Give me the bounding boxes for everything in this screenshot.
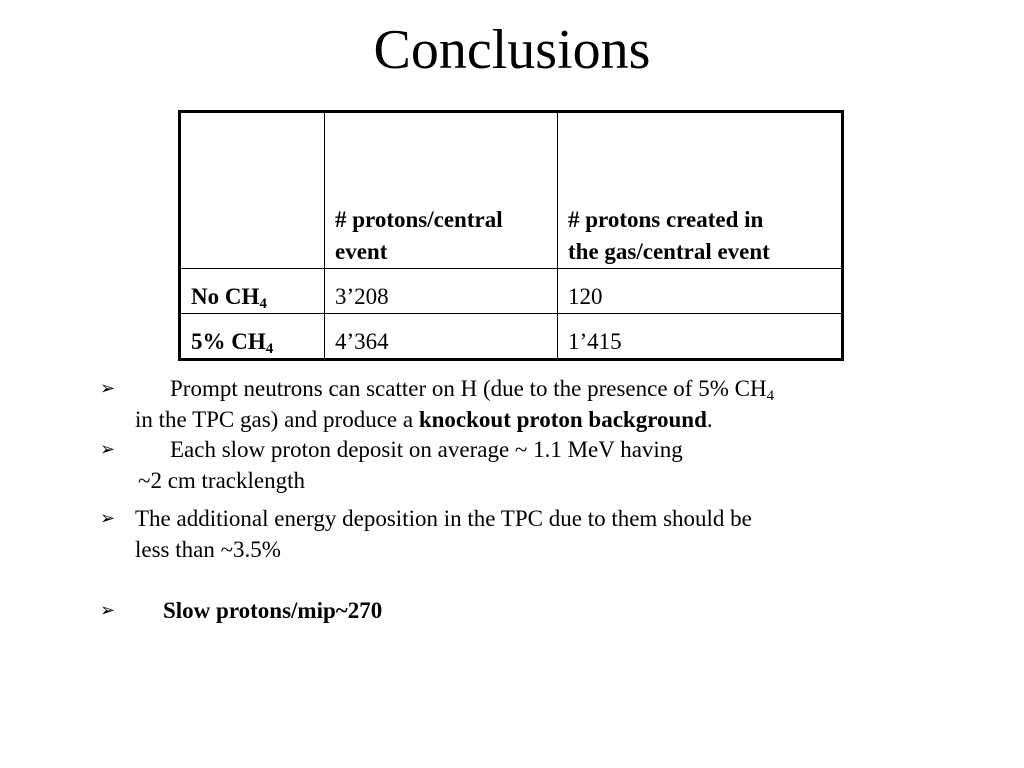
bullet-subscript: 4 xyxy=(766,388,775,404)
row-label-text: 5% CH xyxy=(191,329,266,354)
bullet-bold-text: knockout proton background xyxy=(418,407,707,432)
bullet-bold-text: Slow protons/mip~270 xyxy=(163,598,383,623)
bullet-text-line xyxy=(170,373,774,404)
results-table xyxy=(178,110,844,361)
bullet-text-line: less than ~3.5% xyxy=(135,537,281,562)
row-label-text: No CH xyxy=(191,284,260,309)
header-protons-central-line2: event xyxy=(335,239,388,264)
table-row xyxy=(180,314,843,360)
bullet-text: in the TPC gas) and produce a xyxy=(135,407,419,432)
cell-protons-central: 3’208 xyxy=(325,269,558,314)
row-label-subscript: 4 xyxy=(259,296,267,312)
arrow-bullet-icon: ➢ xyxy=(100,439,116,460)
header-protons-central-line1: # protons/central xyxy=(335,207,503,232)
header-protons-gas xyxy=(558,112,843,269)
bullet-text-line: ~2 cm tracklength xyxy=(138,468,305,493)
table-header-row xyxy=(180,112,843,269)
row-label-5pct-ch4 xyxy=(180,314,325,360)
header-protons-gas-line1: # protons created in xyxy=(568,207,764,232)
header-empty-cell xyxy=(180,112,325,269)
cell-protons-central: 4’364 xyxy=(325,314,558,360)
slide-title: Conclusions xyxy=(373,19,651,81)
bullet-text: . xyxy=(706,407,713,432)
bullet-text-line xyxy=(135,404,713,435)
cell-protons-gas: 120 xyxy=(558,269,843,314)
table-row xyxy=(180,269,843,314)
arrow-bullet-icon: ➢ xyxy=(100,378,116,399)
cell-protons-gas: 1’415 xyxy=(558,314,843,360)
arrow-bullet-icon: ➢ xyxy=(100,508,116,529)
arrow-bullet-icon: ➢ xyxy=(100,600,116,621)
bullet-text-line: Each slow proton deposit on average ~ 1.1 MeV having xyxy=(170,437,683,462)
bullet-text-line: The additional energy deposition in the TPC due to them should be xyxy=(135,506,752,531)
row-label-no-ch4 xyxy=(180,269,325,314)
row-label-subscript: 4 xyxy=(265,341,274,357)
header-protons-central xyxy=(325,112,558,269)
header-protons-gas-line2: the gas/central event xyxy=(568,239,770,264)
bullet-text: Prompt neutrons can scatter on H (due to the presence of 5% CH xyxy=(170,376,767,401)
